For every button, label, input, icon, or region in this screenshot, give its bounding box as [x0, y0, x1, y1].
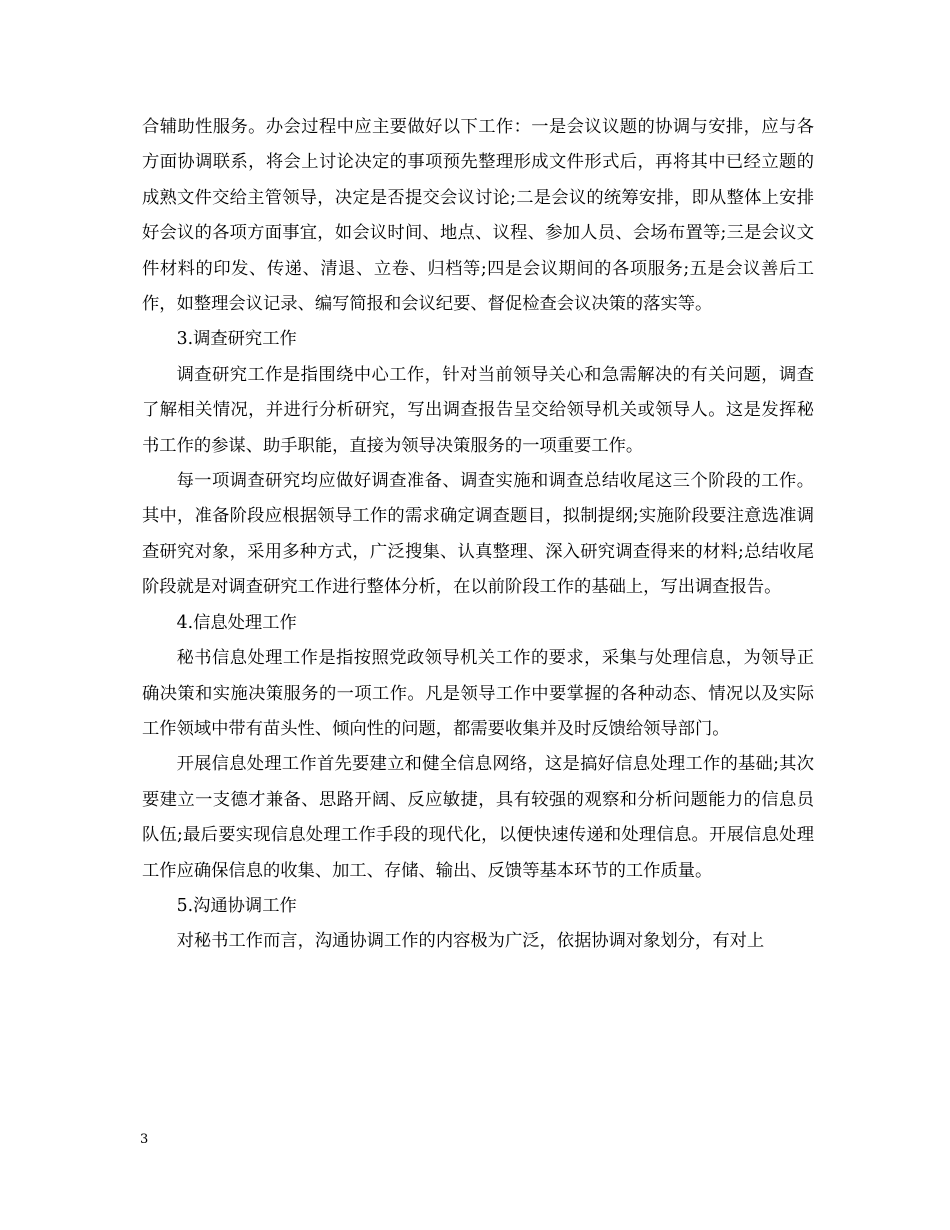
heading-coordination-work: 5.沟通协调工作 — [176, 895, 297, 916]
paragraph-research-stages: 每一项调查研究均应做好调查准备、调查实施和调查总结收尾这三个阶段的工作。其中，准备阶段应根据领导工作的需求确定调查题目，拟制提纲;实施阶段要注意选准调查研究对象，采用多种方式，广泛搜集、认真整理、深入研究调查得来的材料;总结收尾阶段就是对调查研究工作进行整体分析，在以前阶段工作的基础上，写出调查报告。 — [142, 471, 814, 598]
page-number: 3 — [140, 1132, 149, 1147]
paragraph-research-definition: 调查研究工作是指围绕中心工作，针对当前领导关心和急需解决的有关问题，调查了解相关情况，并进行分析研究，写出调查报告呈交给领导机关或领导人。这是发挥秘书工作的参谋、助手职能，直接为领导决策服务的一项重要工作。 — [142, 364, 814, 456]
paragraph-information-definition: 秘书信息处理工作是指按照党政领导机关工作的要求，采集与处理信息，为领导正确决策和实施决策服务的一项工作。凡是领导工作中要掌握的各种动态、情况以及实际工作领域中带有苗头性、倾向性的问题，都需要收集并及时反馈给领导部门。 — [142, 648, 814, 739]
heading-research-work: 3.调查研究工作 — [176, 329, 297, 350]
document-body — [142, 110, 814, 960]
paragraph-meeting-services: 合辅助性服务。办会过程中应主要做好以下工作：一是会议议题的协调与安排，应与各方面协调联系，将会上讨论决定的事项预先整理形成文件形式后，再将其中已经立题的成熟文件交给主管领导，决定是否提交会议讨论;二是会议的统筹安排，即从整体上安排好会议的各项方面事宜，如会议时间、地点、议程、参加人员、会场布置等;三是会议文件材料的印发、传递、清退、立卷、归档等;四是会议期间的各项服务;五是会议善后工作，如整理会议记录、编写简报和会议纪要、督促检查会议决策的落实等。 — [142, 117, 814, 315]
heading-information-work: 4.信息处理工作 — [176, 612, 297, 633]
paragraph-information-network: 开展信息处理工作首先要建立和健全信息网络，这是搞好信息处理工作的基础;其次要建立一支德才兼备、思路开阔、反应敏捷，具有较强的观察和分析问题能力的信息员队伍;最后要实现信息处理工作手段的现代化，以便快速传递和处理信息。开展信息处理工作应确保信息的收集、加工、存储、输出、反馈等基本环节的工作质量。 — [142, 754, 814, 881]
paragraph-coordination-intro: 对秘书工作而言，沟通协调工作的内容极为广泛，依据协调对象划分，有对上 — [176, 931, 765, 952]
